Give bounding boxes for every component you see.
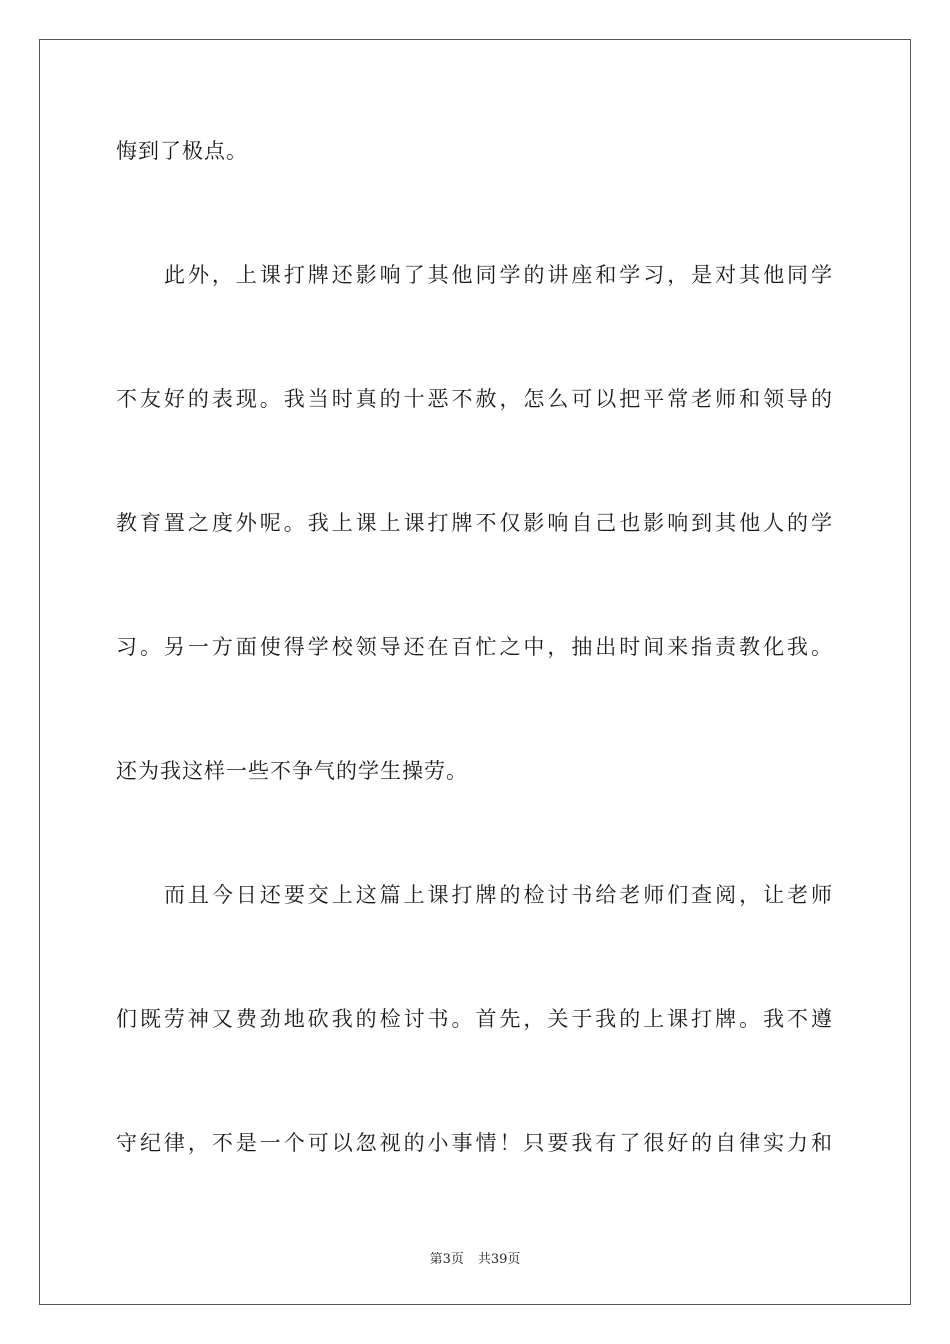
page-number: 第3页 (429, 1252, 464, 1267)
text-line: 守纪律，不是一个可以忽视的小事情！只要我有了很好的自律实力和 (116, 1131, 832, 1155)
paragraph-start-line: 而且今日还要交上这篇上课打牌的检讨书给老师们查阅，让老师 (164, 883, 832, 907)
text-line: 教育置之度外呢。我上课上课打牌不仅影响自己也影响到其他人的学 (116, 511, 832, 535)
page-border (39, 39, 911, 1305)
text-line: 习。另一方面使得学校领导还在百忙之中，抽出时间来指责教化我。 (116, 635, 832, 659)
text-line: 不友好的表现。我当时真的十恶不赦，怎么可以把平常老师和领导的 (116, 387, 832, 411)
paragraph-start-line: 此外，上课打牌还影响了其他同学的讲座和学习，是对其他同学 (164, 263, 832, 287)
text-line: 们既劳神又费劲地砍我的检讨书。首先，关于我的上课打牌。我不遵 (116, 1007, 832, 1031)
page-total: 共39页 (477, 1252, 521, 1267)
text-line: 悔到了极点。 (116, 139, 248, 163)
page-footer (0, 1248, 950, 1267)
text-line: 还为我这样一些不争气的学生操劳。 (116, 759, 468, 783)
